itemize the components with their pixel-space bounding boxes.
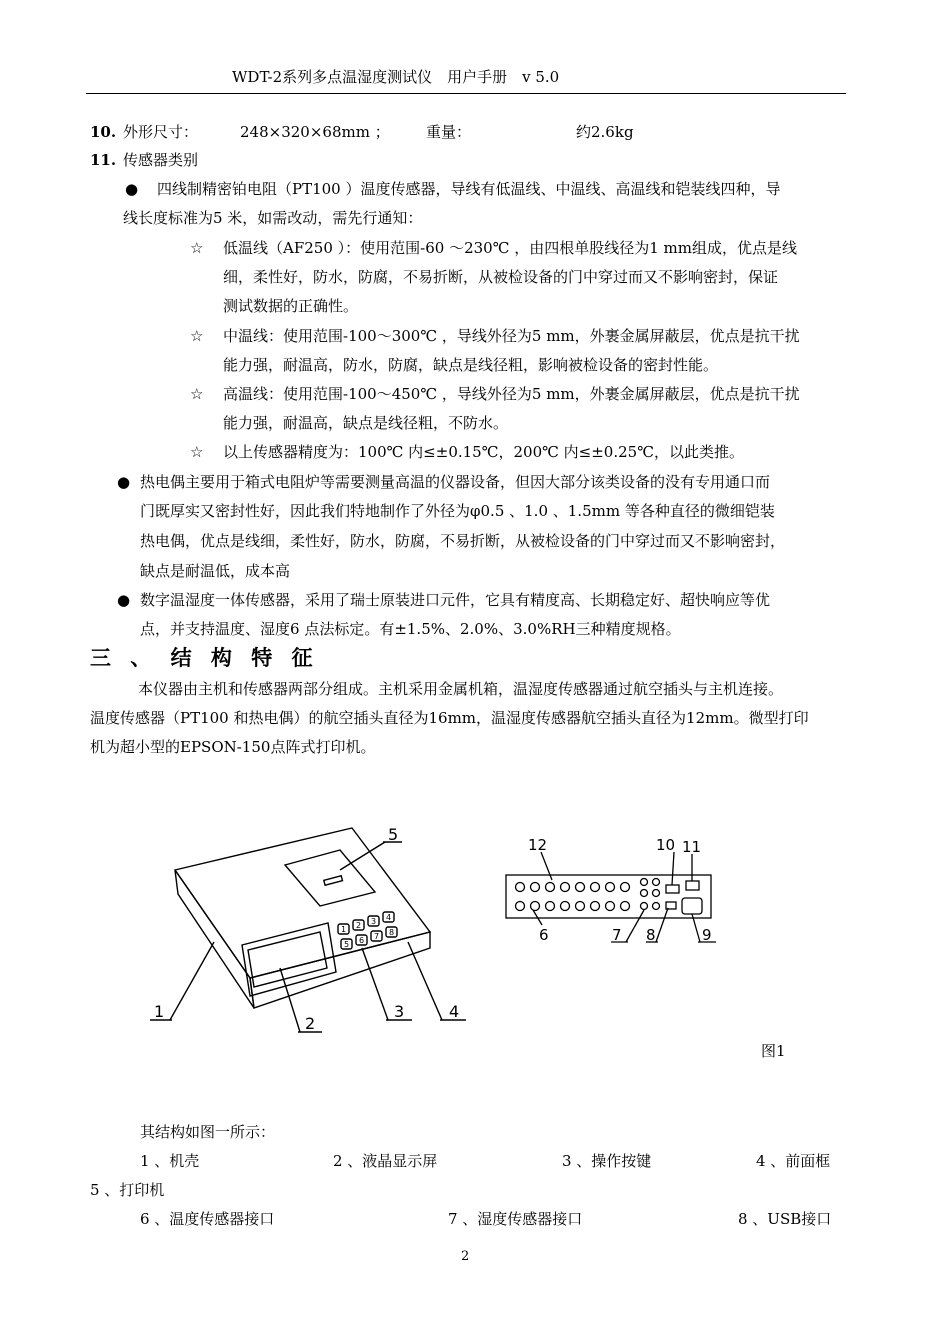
callout-3: 3 <box>394 1002 405 1021</box>
sensor-ports-row-2 <box>516 902 630 911</box>
sensor-ports-row-1 <box>516 883 630 892</box>
part-8: 8 、USB接口 <box>738 1210 832 1228</box>
item-10-weight-value: 约2.6kg <box>576 123 634 141</box>
bullet-icon: ● <box>125 180 139 198</box>
pt100-line-1: 四线制精密铂电阻（PT100 ）温度传感器，导线有低温线、中温线、高温线和铠装线四种，导 <box>157 180 781 198</box>
structure-paragraph-line-1: 本仪器由主机和传感器两部分组成。主机采用金属机箱，温湿度传感器通过航空插头与主机连接。 <box>138 680 784 698</box>
thermocouple-line-4: 缺点是耐温低，成本高 <box>140 562 291 580</box>
callout-9: 9 <box>702 926 712 944</box>
callout-2: 2 <box>305 1014 316 1033</box>
callout-4: 4 <box>449 1002 460 1021</box>
rear-panel-drawing <box>496 830 726 955</box>
mid-temp-line-2: 能力强，耐温高，防水，防腐，缺点是线径粗，影响被检设备的密封性能。 <box>223 356 719 374</box>
digital-sensor-line-1: 数字温湿度一体传感器，采用了瑞士原装进口元件，它具有精度高、长期稳定好、超快响应等优 <box>140 591 771 609</box>
key-label: 3 <box>370 917 377 926</box>
low-temp-line-3: 测试数据的正确性。 <box>223 297 359 315</box>
callout-11: 11 <box>682 838 702 856</box>
high-temp-line-1: 高温线：使用范围-100～450℃ ，导线外径为5 mm，外裹金属屏蔽层，优点是抗干扰 <box>223 385 800 403</box>
thermocouple-line-2: 门既厚实又密封性好，因此我们特地制作了外径为φ0.5 、1.0 、1.5mm 等各种直径的微细铠装 <box>140 502 775 520</box>
part-2: 2 、液晶显示屏 <box>333 1152 438 1170</box>
thermocouple-line-1: 热电偶主要用于箱式电阻炉等需要测量高温的仪器设备，但因大部分该类设备的没有专用通口而 <box>140 473 771 491</box>
star-icon: ☆ <box>190 239 204 257</box>
port-10 <box>666 885 679 893</box>
item-10-weight-label: 重量： <box>426 123 472 141</box>
item-11-label: 传感器类别 <box>123 151 199 169</box>
callout-1: 1 <box>154 1002 165 1021</box>
item-11-number: 11. <box>90 151 117 169</box>
part-3: 3 、操作按键 <box>562 1152 652 1170</box>
star-icon: ☆ <box>190 385 204 403</box>
key-label: 7 <box>373 932 380 941</box>
key-label: 1 <box>340 925 347 934</box>
key-label: 5 <box>343 940 350 949</box>
running-header: WDT-2系列多点温湿度测试仪 用户手册 v 5.0 <box>232 68 560 86</box>
part-1: 1 、机壳 <box>140 1152 200 1170</box>
part-6: 6 、温度传感器接口 <box>140 1210 275 1228</box>
star-icon: ☆ <box>190 327 204 345</box>
callout-8: 8 <box>646 926 656 944</box>
rear-panel-outline <box>506 875 711 918</box>
printer-lid <box>285 850 375 906</box>
digital-sensor-line-2: 点，并支持温度、湿度6 点法标定。有±1.5%、2.0%、3.0%RH三种精度规格。 <box>140 620 681 638</box>
key-label: 4 <box>385 913 392 922</box>
callout-5: 5 <box>388 825 399 844</box>
low-temp-line-2: 细，柔性好，防水，防腐，不易折断，从被检设备的门中穿过而又不影响密封，保证 <box>223 268 779 286</box>
structure-intro: 其结构如图一所示： <box>140 1123 276 1141</box>
callout-12: 12 <box>528 836 548 854</box>
device-drawing <box>140 820 480 1045</box>
item-10-number: 10. <box>90 123 117 141</box>
bullet-icon: ● <box>117 591 131 609</box>
header-rule <box>86 93 846 94</box>
item-10-dimensions: 248×320×68mm ； <box>240 123 390 141</box>
structure-paragraph-line-3: 机为超小型的EPSON-150点阵式打印机。 <box>90 738 376 756</box>
key-label: 6 <box>358 936 365 945</box>
bullet-icon: ● <box>117 473 131 491</box>
part-5: 5 、打印机 <box>90 1181 165 1199</box>
section-title: 三 、 结 构 特 征 <box>90 645 319 670</box>
device-top-face <box>175 828 430 978</box>
callout-7: 7 <box>612 926 622 944</box>
callout-10: 10 <box>656 836 676 854</box>
accuracy-line: 以上传感器精度为：100℃ 内≤±0.15℃，200℃ 内≤±0.25℃，以此类推。 <box>223 443 744 461</box>
callout-6: 6 <box>539 926 549 944</box>
part-4: 4 、前面框 <box>756 1152 831 1170</box>
port-9 <box>682 898 702 914</box>
humidity-ports <box>641 879 660 910</box>
mid-temp-line-1: 中温线：使用范围-100～300℃ ，导线外径为5 mm，外裹金属屏蔽层，优点是抗干扰 <box>223 327 800 345</box>
structure-paragraph-line-2: 温度传感器（PT100 和热电偶）的航空插头直径为16mm，温湿度传感器航空插头直径为12mm。微型打印 <box>90 709 809 727</box>
pt100-line-2: 线长度标准为5 米，如需改动，需先行通知： <box>123 209 423 227</box>
high-temp-line-2: 能力强，耐温高，缺点是线径粗，不防水。 <box>223 414 509 432</box>
key-label: 2 <box>355 921 362 930</box>
key-label: 8 <box>388 928 395 937</box>
item-10-label: 外形尺寸： <box>123 123 199 141</box>
low-temp-line-1: 低温线（AF250 ）：使用范围-60 ～230℃ ，由四根单股线径为1 mm组成，优点是线 <box>223 239 798 257</box>
figure-caption: 图1 <box>761 1042 786 1060</box>
port-11 <box>686 881 699 890</box>
star-icon: ☆ <box>190 443 204 461</box>
part-7: 7 、湿度传感器接口 <box>448 1210 583 1228</box>
page-number: 2 <box>461 1249 470 1264</box>
thermocouple-line-3: 热电偶，优点是线细，柔性好，防水，防腐，不易折断，从被检设备的门中穿过而又不影响密封， <box>140 532 786 550</box>
